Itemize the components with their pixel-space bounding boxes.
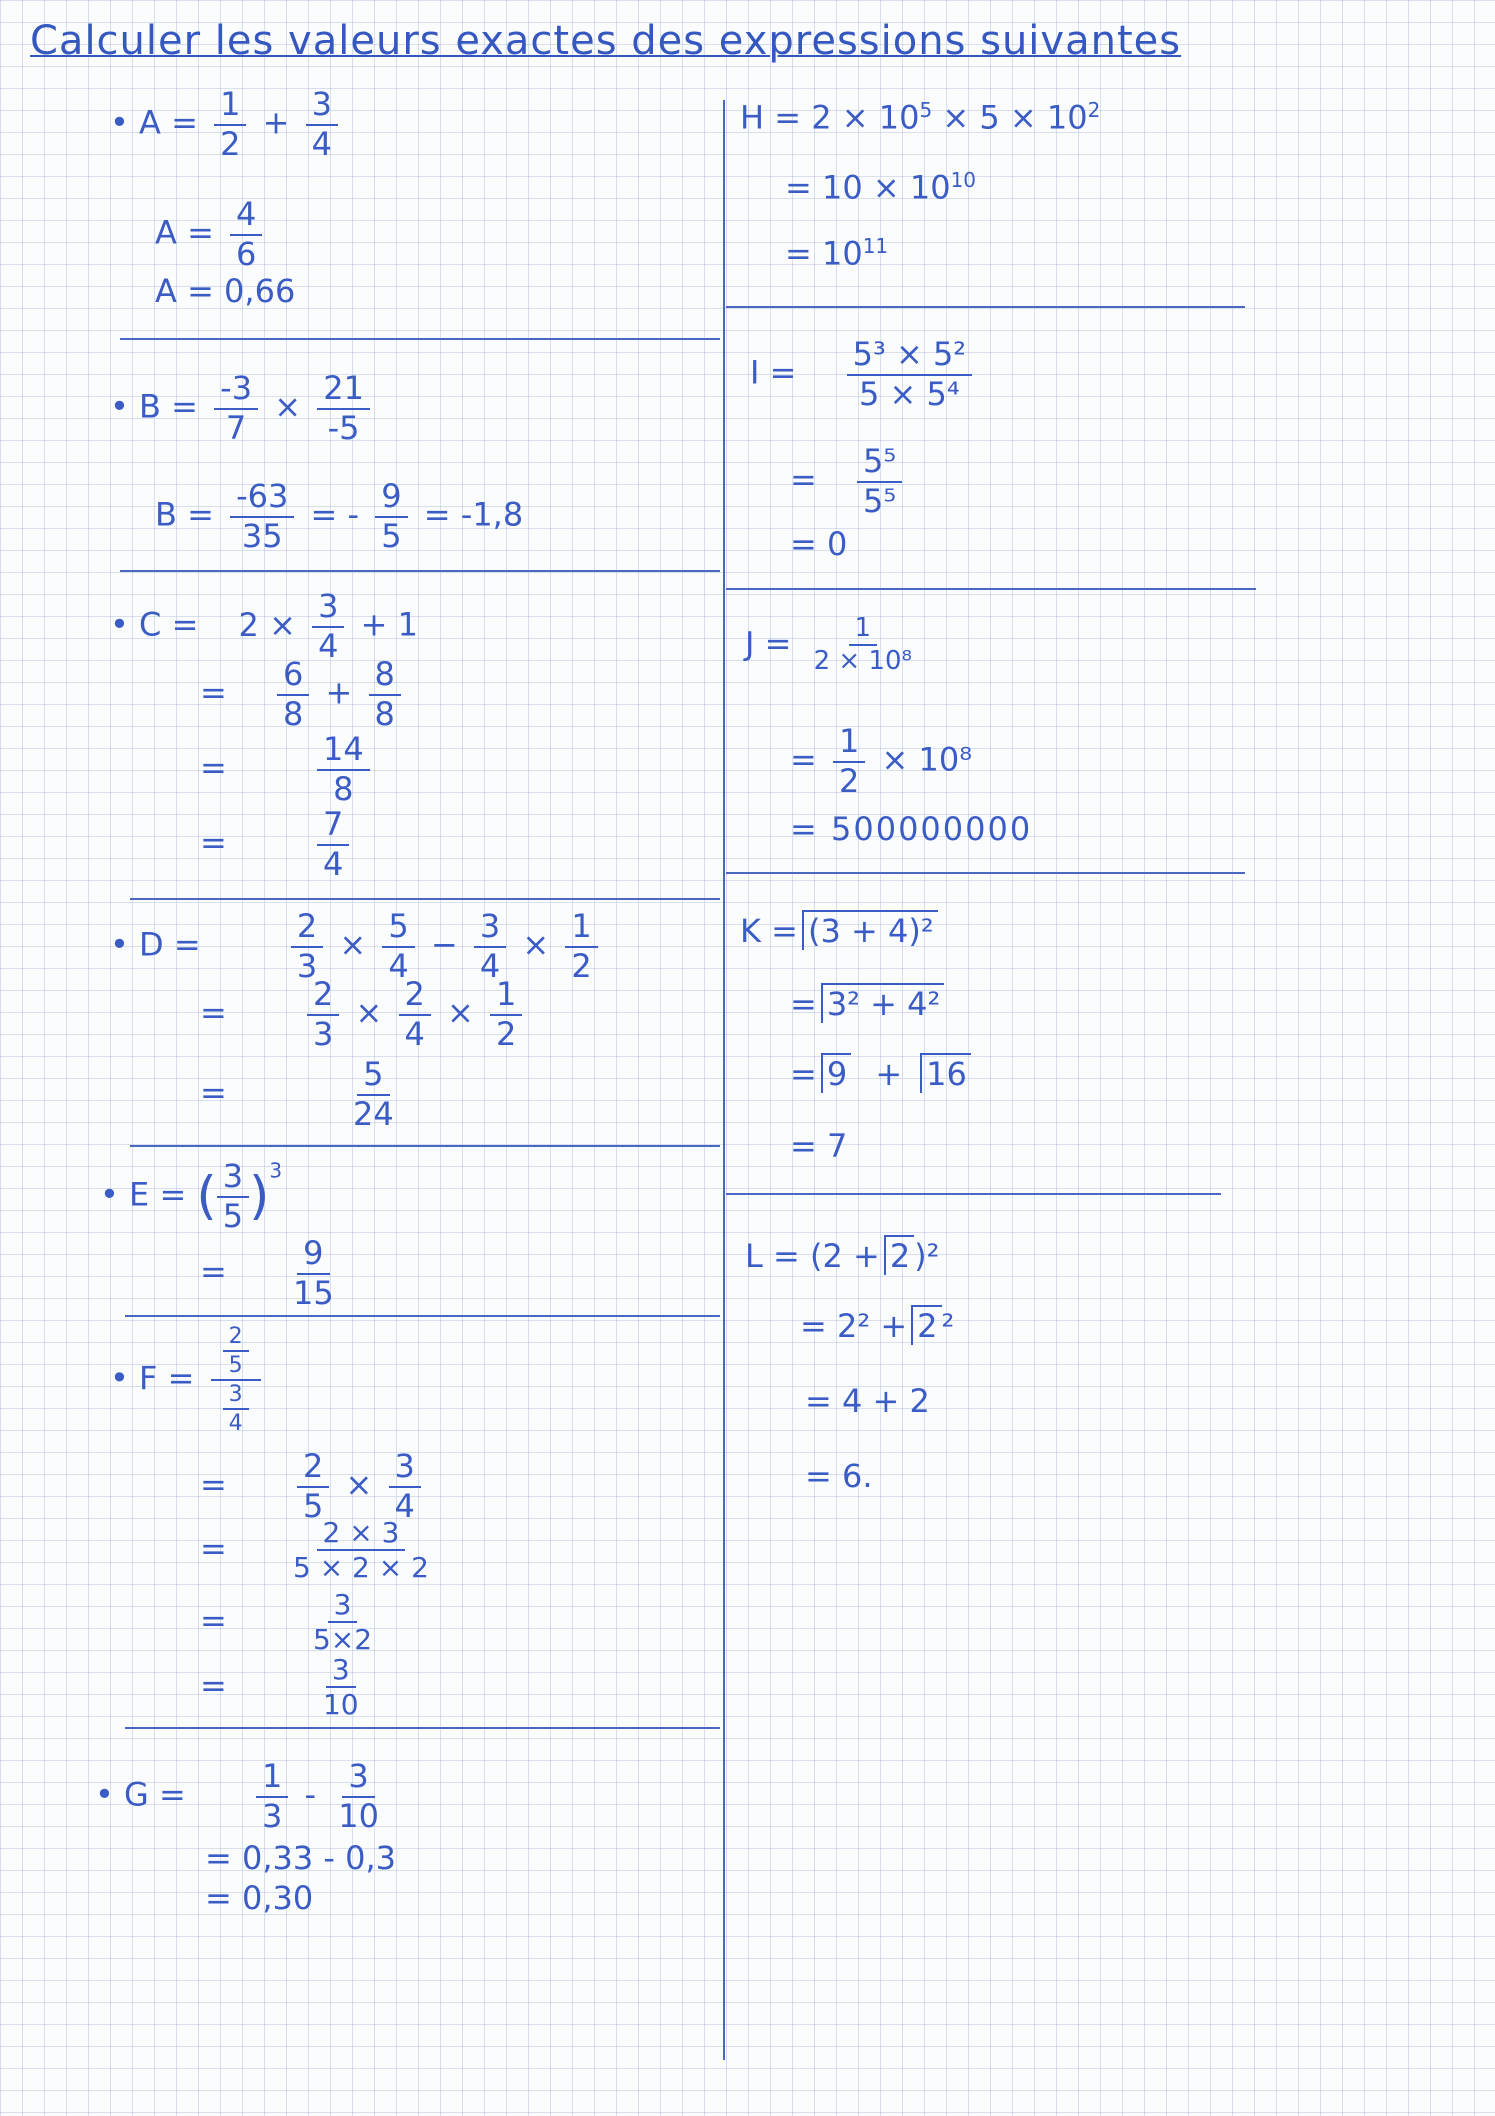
numerator: 1 (833, 725, 865, 763)
denominator: 2 (838, 761, 860, 800)
lhs: J = (745, 624, 792, 663)
term: × 5 × 10 (932, 98, 1088, 137)
expr-b-line-2 (155, 477, 524, 555)
lhs: • D = (110, 925, 201, 964)
paren: ( (196, 1166, 217, 1227)
lhs: = (790, 460, 817, 499)
expr-b-line-1 (110, 369, 376, 447)
denominator: 8 (374, 694, 395, 733)
exponent: 11 (862, 234, 889, 258)
denominator: 4 (318, 626, 339, 665)
numerator: 5³ × 5² (847, 338, 973, 376)
fraction (214, 369, 258, 447)
lhs: = (200, 1529, 227, 1568)
expr-k-line-2 (790, 985, 944, 1023)
expr-c-line-4 (200, 805, 355, 883)
expr-f-line-2 (200, 1447, 427, 1525)
numerator: 5 (357, 1058, 389, 1096)
expr-l-line-1 (745, 1237, 940, 1275)
expr-i-line-1 (750, 335, 978, 413)
paren: ) (249, 1166, 270, 1227)
lhs: • F = (110, 1359, 195, 1398)
fraction (332, 1757, 385, 1835)
term: + 1 (360, 605, 418, 644)
expr-h-line-2 (785, 168, 977, 207)
denominator: 5 × 5⁴ (859, 374, 960, 413)
divider-k-l (726, 1193, 1221, 1195)
expr-l-line-2 (800, 1307, 955, 1345)
square-root: 9 (821, 1053, 851, 1093)
fraction (214, 85, 246, 163)
fraction (317, 805, 349, 883)
lhs: = (790, 985, 817, 1023)
numerator: 21 (317, 372, 370, 410)
expr-e-line-2 (200, 1234, 346, 1312)
lhs: = (200, 993, 227, 1032)
expr-i-line-3: = 0 (790, 525, 848, 563)
fraction (317, 1655, 365, 1720)
term: L = (2 + (745, 1237, 880, 1275)
denominator: 5 × 2 × 2 (292, 1551, 429, 1585)
expr-g-line-1 (95, 1757, 391, 1835)
numerator: 3 (328, 1590, 358, 1623)
compound-fraction (211, 1325, 261, 1435)
fraction (490, 975, 522, 1053)
lhs: = (200, 1465, 227, 1504)
lhs: • C = (110, 605, 199, 644)
square-root: (3 + 4)² (802, 910, 938, 950)
lhs: I = (750, 353, 797, 392)
fraction (230, 477, 294, 555)
numerator: 3 (342, 1760, 374, 1798)
denominator: 4 (311, 124, 332, 163)
operator: × (339, 925, 367, 964)
lhs: = (200, 673, 227, 712)
fraction (217, 1157, 249, 1235)
divider-a-b (120, 338, 720, 340)
expr-g-line-2: = 0,33 - 0,3 (205, 1839, 397, 1877)
denominator: 4 (388, 946, 409, 985)
fraction (312, 587, 344, 665)
numerator: 2 (297, 1450, 329, 1488)
operator: + (262, 103, 290, 142)
fraction (382, 907, 414, 985)
lhs: = (790, 740, 817, 779)
lhs: = (200, 1601, 227, 1640)
denominator: 2 (496, 1014, 517, 1053)
denominator: 2 (220, 124, 241, 163)
numerator: 1 (565, 910, 597, 948)
denominator: 4 (322, 844, 344, 883)
numerator: 2 (223, 1325, 249, 1352)
numerator: 14 (317, 733, 370, 771)
numerator: 2 (307, 978, 339, 1016)
numerator: 5 (382, 910, 414, 948)
expr-a-line-3: A = 0,66 (155, 272, 296, 310)
term: )² (914, 1237, 940, 1275)
numerator: 5⁵ (857, 445, 902, 483)
denominator: 5⁵ (862, 481, 897, 520)
numerator: -63 (230, 480, 294, 518)
square-root: 2 (884, 1235, 914, 1275)
denominator: -5 (327, 408, 360, 447)
fraction (565, 907, 597, 985)
operator: × (355, 993, 383, 1032)
fraction (297, 1447, 329, 1525)
numerator: 3 (306, 88, 338, 126)
numerator: 3 (474, 910, 506, 948)
lhs: = (200, 1073, 227, 1112)
operator: − (430, 925, 458, 964)
lhs: = (200, 748, 227, 787)
fraction (277, 655, 309, 733)
denominator: 7 (225, 408, 247, 447)
denominator: 5×2 (312, 1623, 373, 1657)
fraction (857, 442, 902, 520)
numerator: 3 (389, 1450, 421, 1488)
expr-d-line-3 (200, 1055, 406, 1133)
denominator: 10 (322, 1688, 359, 1722)
operator: + (325, 673, 353, 712)
fraction (307, 975, 339, 1053)
denominator: 6 (236, 234, 257, 273)
fraction (833, 722, 865, 800)
fraction (230, 195, 262, 273)
divider-e-f (125, 1315, 720, 1317)
expr-l-line-4: = 6. (805, 1457, 873, 1495)
denominator: 2 × 10⁸ (813, 646, 912, 677)
fraction (389, 1447, 421, 1525)
expr-f-line-3 (200, 1518, 441, 1583)
fraction (369, 655, 401, 733)
numerator: 1 (490, 978, 522, 1016)
exponent: 5 (919, 98, 933, 122)
fraction (847, 335, 973, 413)
fraction (375, 477, 407, 555)
lhs: K = (740, 912, 798, 950)
denominator: 5 (222, 1196, 244, 1235)
denominator: 8 (282, 694, 304, 733)
denominator: 2 (571, 946, 592, 985)
denominator: 24 (352, 1094, 394, 1133)
fraction (223, 1383, 249, 1435)
operator: × (447, 993, 474, 1032)
denominator: 4 (479, 946, 501, 985)
fraction (287, 1518, 435, 1583)
result: = -1,8 (423, 495, 524, 534)
expr-f-line-1 (110, 1325, 267, 1435)
expr-g-line-3: = 0,30 (205, 1879, 314, 1917)
expr-c-line-3 (200, 730, 376, 808)
expr-l-line-3: = 4 + 2 (805, 1382, 930, 1420)
expr-j-line-1 (745, 615, 924, 676)
denominator: 35 (241, 516, 283, 555)
lhs: • B = (110, 387, 198, 426)
exponent: 10 (950, 168, 977, 192)
expr-a-line-1 (110, 85, 344, 163)
fraction (256, 1757, 288, 1835)
fraction (474, 907, 506, 985)
expr-i-line-2 (790, 442, 908, 520)
term: 2 × (238, 605, 296, 644)
numerator: 3 (223, 1383, 249, 1410)
operator: - (304, 1775, 317, 1814)
divider-f-g (125, 1727, 720, 1729)
numerator: 2 × 3 (317, 1518, 406, 1551)
lhs: = (790, 1055, 817, 1093)
term: = 10 × 10 (785, 168, 951, 207)
operator: = - (310, 495, 360, 534)
divider-b-c (120, 570, 720, 572)
numerator: 1 (214, 88, 246, 126)
lhs: = (200, 1666, 227, 1705)
expr-k-line-4: = 7 (790, 1127, 848, 1165)
lhs: A = (155, 213, 214, 252)
expr-j-line-2 (790, 722, 973, 800)
lhs: = (200, 1252, 227, 1291)
fraction (399, 975, 431, 1053)
page-title: Calculer les valeurs exactes des expressions suivantes (30, 18, 1182, 64)
exponent: 2 (1087, 98, 1101, 122)
numerator: 6 (277, 658, 309, 696)
fraction (307, 1590, 378, 1655)
numerator: 7 (317, 808, 349, 846)
numerator: -3 (214, 372, 258, 410)
fraction (223, 1325, 249, 1377)
numerator: 8 (369, 658, 401, 696)
term: = 10 (785, 234, 863, 273)
expr-j-line-3: = 500000000 (790, 810, 1033, 848)
term: × 10⁸ (881, 740, 973, 779)
lhs: • G = (95, 1775, 186, 1814)
term: = 2² + (800, 1307, 908, 1345)
denominator: 4 (228, 1411, 243, 1437)
compound-denominator (211, 1381, 261, 1435)
term: H = 2 × 10 (740, 98, 920, 137)
denominator: 5 (302, 1486, 324, 1525)
square-root: 16 (920, 1053, 971, 1093)
numerator: 3 (217, 1160, 249, 1198)
expr-e-line-1 (100, 1157, 283, 1235)
expr-d-line-2 (200, 975, 528, 1053)
expr-h-line-3 (785, 234, 889, 273)
denominator: 5 (381, 516, 402, 555)
expr-c-line-1 (110, 587, 418, 665)
denominator: 4 (394, 1486, 415, 1525)
operator: × (345, 1465, 373, 1504)
compound-numerator (211, 1325, 261, 1381)
numerator: 2 (399, 978, 431, 1016)
expr-a-line-2 (155, 195, 268, 273)
numerator: 4 (230, 198, 262, 236)
expr-d-line-1 (110, 907, 604, 985)
divider-c-d (130, 898, 720, 900)
fraction (317, 730, 370, 808)
fraction (287, 1234, 340, 1312)
denominator: 3 (262, 1796, 283, 1835)
denominator: 15 (292, 1273, 334, 1312)
numerator: 9 (297, 1237, 329, 1275)
denominator: 3 (312, 1014, 334, 1053)
operator: + (875, 1055, 903, 1093)
numerator: 1 (849, 615, 878, 646)
fraction (317, 369, 370, 447)
numerator: 3 (326, 1655, 356, 1688)
denominator: 5 (228, 1353, 243, 1379)
square-root: 3² + 4² (821, 983, 945, 1023)
term: ² (941, 1307, 955, 1345)
expr-f-line-4 (200, 1590, 384, 1655)
square-root: 2 (911, 1305, 941, 1345)
fraction (291, 907, 323, 985)
exponent: 3 (269, 1158, 283, 1183)
fraction (808, 615, 918, 676)
lhs: • A = (110, 103, 198, 142)
denominator: 3 (296, 946, 318, 985)
numerator: 1 (256, 1760, 288, 1798)
lhs: • E = (100, 1175, 187, 1214)
divider-h-i (726, 306, 1245, 308)
expr-h-line-1 (740, 98, 1101, 137)
fraction (347, 1055, 400, 1133)
denominator: 10 (338, 1796, 379, 1835)
divider-i-j (726, 588, 1256, 590)
lhs: = (200, 823, 227, 862)
expr-k-line-3 (790, 1055, 971, 1093)
expr-c-line-2 (200, 655, 407, 733)
column-divider (723, 100, 725, 2060)
numerator: 9 (375, 480, 407, 518)
denominator: 4 (404, 1014, 425, 1053)
lhs: B = (155, 495, 214, 534)
operator: × (522, 925, 550, 964)
expr-f-line-5 (200, 1655, 371, 1720)
numerator: 3 (312, 590, 344, 628)
expr-k-line-1 (740, 912, 938, 950)
divider-d-e (130, 1145, 720, 1147)
operator: × (274, 387, 302, 426)
fraction (306, 85, 338, 163)
denominator: 8 (333, 769, 354, 808)
numerator: 2 (291, 910, 323, 948)
divider-j-k (726, 872, 1245, 874)
